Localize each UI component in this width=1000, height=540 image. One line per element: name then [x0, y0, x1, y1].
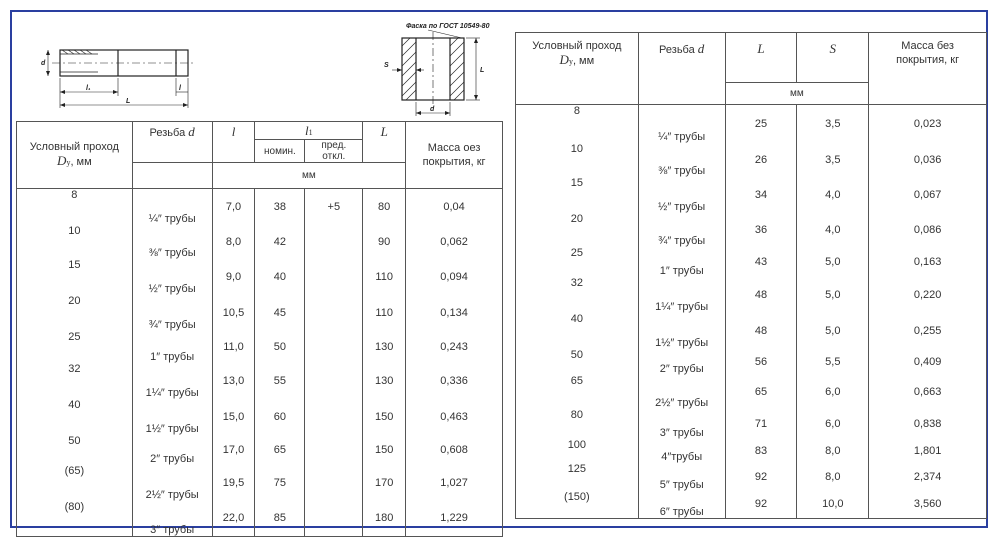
- l1-tolerance-cell: [305, 363, 363, 399]
- dy-cell: 100: [516, 439, 639, 463]
- thread-cell: ¾″ трубы: [638, 213, 725, 247]
- dy-cell: 8: [516, 105, 639, 143]
- L-cell: 110: [363, 295, 406, 331]
- mm-unit-label: мм: [725, 83, 869, 105]
- mass-cell: 0,463: [406, 399, 503, 435]
- l1-tolerance-cell: [305, 501, 363, 537]
- table-row: [516, 247, 987, 277]
- L-cell: 180: [363, 501, 406, 537]
- dy-cell: (65): [17, 465, 133, 501]
- dy-cell: 40: [17, 399, 133, 435]
- l1-nominal-cell: 38: [255, 189, 305, 225]
- L-cell: 65: [725, 375, 797, 409]
- table-row: [516, 277, 987, 313]
- L-cell: 26: [725, 143, 797, 177]
- mass-cell: 1,801: [869, 439, 987, 463]
- thread-cell: 1″ трубы: [638, 247, 725, 277]
- l1-tolerance-cell: [305, 465, 363, 501]
- l-label: l: [179, 85, 181, 92]
- table-row: [516, 409, 987, 439]
- S-header: S: [797, 33, 869, 83]
- mass-cell: 0,243: [406, 331, 503, 363]
- L-cell: 80: [363, 189, 406, 225]
- mm-unit-label: мм: [212, 163, 406, 189]
- mass-cell: 1,027: [406, 465, 503, 501]
- l1-tolerance-cell: [305, 259, 363, 295]
- dy-cell: 25: [516, 247, 639, 277]
- mass-cell: 0,255: [869, 313, 987, 349]
- mass-cell: 0,023: [869, 105, 987, 143]
- mass-header: Масса оез покрытия, кг: [406, 122, 503, 189]
- table-row: [516, 439, 987, 463]
- L-cell: 170: [363, 465, 406, 501]
- L-cell: 71: [725, 409, 797, 439]
- mass-cell: 0,134: [406, 295, 503, 331]
- dy-header: Условный проход Dу, мм: [17, 122, 133, 189]
- dy-cell: 20: [17, 295, 133, 331]
- length-label: L: [126, 98, 131, 105]
- thread-cell: 1″ трубы: [132, 331, 212, 363]
- L-cell: 83: [725, 439, 797, 463]
- L-cell: 43: [725, 247, 797, 277]
- L-cell: 25: [725, 105, 797, 143]
- mass-cell: 2,374: [869, 463, 987, 491]
- L-cell: 130: [363, 331, 406, 363]
- S-cell: 6,0: [797, 409, 869, 439]
- thread-cell: 3″ трубы: [132, 501, 212, 537]
- l1-tolerance-cell: [305, 295, 363, 331]
- dy-cell: 40: [516, 313, 639, 349]
- mass-cell: 1,229: [406, 501, 503, 537]
- table-row: [516, 375, 987, 409]
- l1-nominal-cell: 65: [255, 435, 305, 465]
- dy-cell: 25: [17, 331, 133, 363]
- l-cell: 8,0: [212, 225, 255, 259]
- l1-label: l₁: [86, 85, 91, 92]
- l1-tolerance-cell: +5: [305, 189, 363, 225]
- table-row: [17, 399, 503, 435]
- S-cell: 5,0: [797, 247, 869, 277]
- l1-tolerance-cell: [305, 399, 363, 435]
- dy-cell: 10: [516, 143, 639, 177]
- L-cell: 56: [725, 349, 797, 375]
- dy-cell: 8: [17, 189, 133, 225]
- mass-cell: 0,409: [869, 349, 987, 375]
- coupling-d-label: d: [430, 106, 435, 113]
- L-cell: 36: [725, 213, 797, 247]
- mass-cell: 0,220: [869, 277, 987, 313]
- table-row: [516, 491, 987, 519]
- dy-cell: 10: [17, 225, 133, 259]
- nipple-drawing: [38, 40, 198, 114]
- table-row: [17, 363, 503, 399]
- S-cell: 6,0: [797, 375, 869, 409]
- l1-tolerance-cell: [305, 331, 363, 363]
- mass-cell: 0,608: [406, 435, 503, 465]
- dy-cell: 125: [516, 463, 639, 491]
- dy-header: Условный проход Dу, мм: [516, 33, 639, 105]
- L-cell: 110: [363, 259, 406, 295]
- table-row: [516, 349, 987, 375]
- thread-cell: 3″ трубы: [638, 409, 725, 439]
- table-row: [516, 463, 987, 491]
- l-cell: 22,0: [212, 501, 255, 537]
- thread-header: Резьба d: [638, 33, 725, 105]
- l-cell: 15,0: [212, 399, 255, 435]
- dy-cell: 32: [516, 277, 639, 313]
- L-header: L: [725, 33, 797, 83]
- thread-cell: ⅜″ трубы: [638, 143, 725, 177]
- mass-header: Масса без покрытия, кг: [869, 33, 987, 105]
- l-cell: 11,0: [212, 331, 255, 363]
- S-cell: 5,0: [797, 313, 869, 349]
- table-row: [516, 177, 987, 213]
- thread-cell: 1¼″ трубы: [132, 363, 212, 399]
- diameter-label: d: [41, 60, 46, 67]
- dy-cell: (150): [516, 491, 639, 519]
- L-cell: 92: [725, 463, 797, 491]
- thread-cell: 4″трубы: [638, 439, 725, 463]
- tolerance-header: пред. откл.: [305, 140, 363, 163]
- dy-cell: (80): [17, 501, 133, 537]
- dy-cell: 80: [516, 409, 639, 439]
- S-cell: 10,0: [797, 491, 869, 519]
- dy-cell: 15: [516, 177, 639, 213]
- l1-nominal-cell: 40: [255, 259, 305, 295]
- dy-cell: 50: [17, 435, 133, 465]
- l1-nominal-cell: 45: [255, 295, 305, 331]
- thread-cell: ½″ трубы: [638, 177, 725, 213]
- mass-cell: 0,163: [869, 247, 987, 277]
- table-row: [516, 213, 987, 247]
- table-row: [516, 313, 987, 349]
- l1-nominal-cell: 75: [255, 465, 305, 501]
- S-cell: 8,0: [797, 439, 869, 463]
- S-cell: 5,5: [797, 349, 869, 375]
- S-cell: 5,0: [797, 277, 869, 313]
- l-cell: 9,0: [212, 259, 255, 295]
- l1-tolerance-cell: [305, 435, 363, 465]
- mass-cell: 0,094: [406, 259, 503, 295]
- coupling-drawing: [378, 16, 508, 120]
- thread-header: Резьба d: [132, 122, 212, 163]
- table-row: [516, 105, 987, 143]
- table-row: [17, 295, 503, 331]
- mass-cell: 0,062: [406, 225, 503, 259]
- l-cell: 13,0: [212, 363, 255, 399]
- table-row: [17, 225, 503, 259]
- L-cell: 90: [363, 225, 406, 259]
- thread-cell: 2½″ трубы: [132, 465, 212, 501]
- S-cell: 4,0: [797, 213, 869, 247]
- mass-cell: 0,336: [406, 363, 503, 399]
- thread-cell: ¼″ трубы: [132, 189, 212, 225]
- S-cell: 8,0: [797, 463, 869, 491]
- thread-cell: 5″ трубы: [638, 463, 725, 491]
- thread-cell: 2½″ трубы: [638, 375, 725, 409]
- dy-cell: 65: [516, 375, 639, 409]
- S-cell: 4,0: [797, 177, 869, 213]
- dy-cell: 50: [516, 349, 639, 375]
- L-cell: 48: [725, 313, 797, 349]
- mass-cell: 0,04: [406, 189, 503, 225]
- l1-tolerance-cell: [305, 225, 363, 259]
- L-cell: 34: [725, 177, 797, 213]
- mass-cell: 0,086: [869, 213, 987, 247]
- L-cell: 150: [363, 435, 406, 465]
- S-cell: 3,5: [797, 105, 869, 143]
- nipple-table: [16, 121, 503, 537]
- mass-cell: 0,838: [869, 409, 987, 439]
- thread-cell: 1½″ трубы: [132, 399, 212, 435]
- dy-cell: 15: [17, 259, 133, 295]
- thread-cell: 1½″ трубы: [638, 313, 725, 349]
- l1-nominal-cell: 55: [255, 363, 305, 399]
- chamfer-note: Фаска по ГОСТ 10549-80: [406, 23, 490, 30]
- table-row: [17, 189, 503, 225]
- mass-cell: 3,560: [869, 491, 987, 519]
- thread-cell: ⅜″ трубы: [132, 225, 212, 259]
- mass-cell: 0,663: [869, 375, 987, 409]
- l-cell: 7,0: [212, 189, 255, 225]
- table-row: [17, 465, 503, 501]
- coupling-length-label: L: [480, 67, 485, 74]
- l-cell: 10,5: [212, 295, 255, 331]
- table-row: [17, 259, 503, 295]
- thread-cell: 2″ трубы: [132, 435, 212, 465]
- thread-cell: 2″ трубы: [638, 349, 725, 375]
- mass-cell: 0,067: [869, 177, 987, 213]
- l1-nominal-cell: 85: [255, 501, 305, 537]
- L-cell: 130: [363, 363, 406, 399]
- l-header: l: [212, 122, 255, 163]
- table-row: [516, 143, 987, 177]
- wall-s-label: S: [384, 62, 389, 69]
- L-cell: 92: [725, 491, 797, 519]
- thread-cell: ¾″ трубы: [132, 295, 212, 331]
- l1-nominal-cell: 42: [255, 225, 305, 259]
- table-row: [17, 435, 503, 465]
- thread-cell: 1¼″ трубы: [638, 277, 725, 313]
- l1-nominal-cell: 50: [255, 331, 305, 363]
- table-row: [17, 331, 503, 363]
- thread-cell: ½″ трубы: [132, 259, 212, 295]
- coupling-table: [515, 32, 987, 519]
- S-cell: 3,5: [797, 143, 869, 177]
- l1-nominal-cell: 60: [255, 399, 305, 435]
- l-cell: 17,0: [212, 435, 255, 465]
- mass-cell: 0,036: [869, 143, 987, 177]
- nominal-header: номин.: [255, 140, 305, 163]
- dy-cell: 32: [17, 363, 133, 399]
- l-cell: 19,5: [212, 465, 255, 501]
- L-cell: 48: [725, 277, 797, 313]
- thread-cell: ¼″ трубы: [638, 105, 725, 143]
- table-row: [17, 501, 503, 537]
- thread-cell: 6″ трубы: [638, 491, 725, 519]
- l1-header: l1: [255, 122, 363, 140]
- L-cell: 150: [363, 399, 406, 435]
- dy-cell: 20: [516, 213, 639, 247]
- L-header: L: [363, 122, 406, 163]
